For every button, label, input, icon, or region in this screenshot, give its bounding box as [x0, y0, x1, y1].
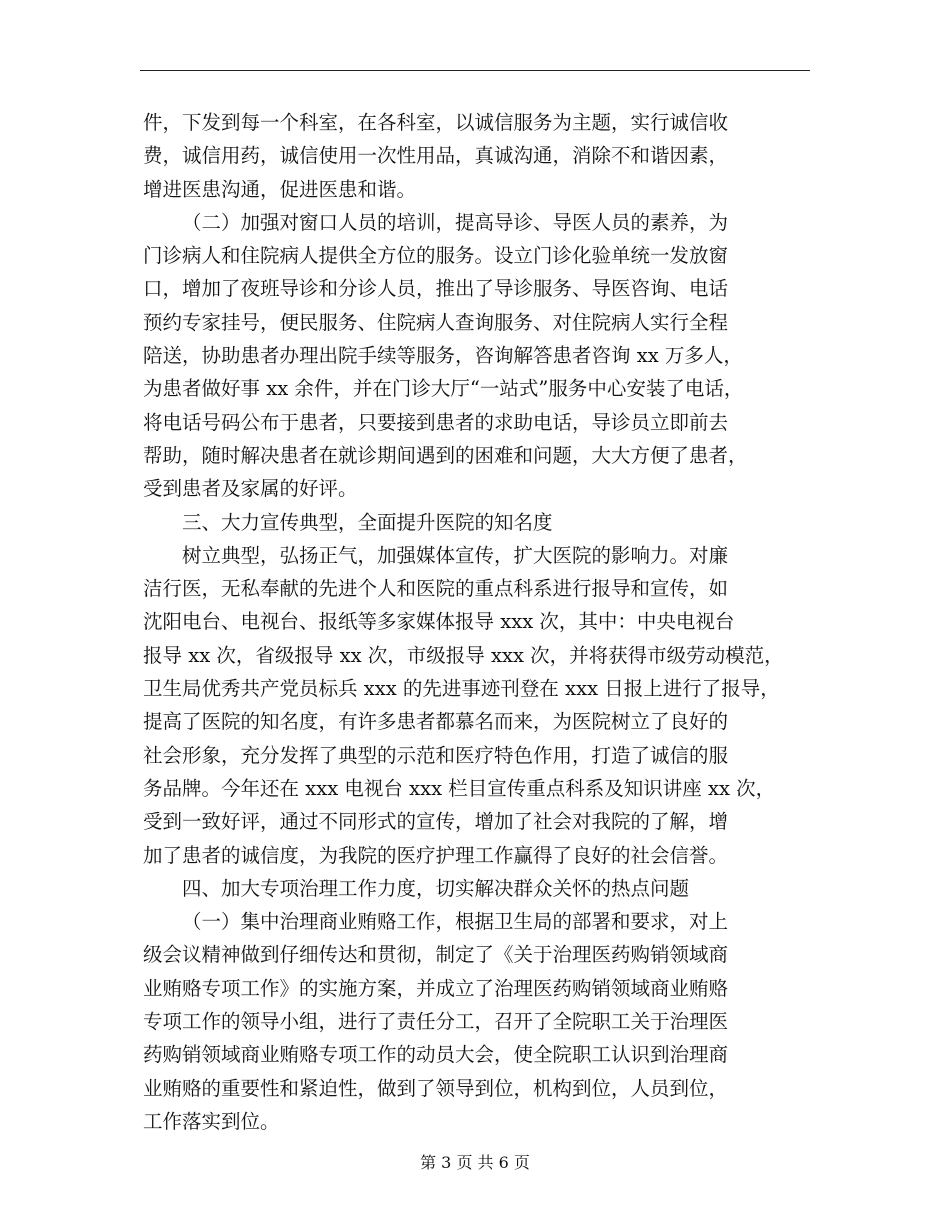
text-line: 受到一致好评，通过不同形式的宣传，增加了社会对我院的了解，增: [143, 810, 729, 834]
text-line: 预约专家挂号，便民服务、住院病人查询服务、对住院病人实行全程: [143, 310, 729, 334]
text-line: （二）加强对窗口人员的培训，提高导诊、导医人员的素养，为: [182, 210, 729, 234]
header-rule: [140, 70, 810, 71]
text-line: 业贿赂专项工作》的实施方案，并成立了治理医药购销领域商业贿赂: [143, 976, 729, 1000]
text-line: 专项工作的领导小组，进行了责任分工，召开了全院职工关于治理医: [143, 1010, 729, 1034]
text-line: 帮助，随时解决患者在就诊期间遇到的困难和问题，大大方便了患者，: [143, 443, 748, 467]
text-line: 加了患者的诚信度，为我院的医疗护理工作赢得了良好的社会信誉。: [143, 843, 729, 867]
text-line: 将电话号码公布于患者，只要接到患者的求助电话，导诊员立即前去: [143, 410, 729, 434]
text-line: 件，下发到每一个科室，在各科室，以诚信服务为主题，实行诚信收: [143, 111, 729, 134]
text-line: 增进医患沟通，促进医患和谐。: [143, 177, 417, 201]
text-line: 三、大力宣传典型，全面提升医院的知名度: [182, 510, 553, 534]
text-line: 受到患者及家属的好评。: [143, 477, 358, 501]
text-line: 沈阳电台、电视台、报纸等多家媒体报导 xxx 次，其中：中央电视台: [143, 610, 735, 634]
text-line: 提高了医院的知名度，有许多患者都慕名而来，为医院树立了良好的: [143, 710, 729, 734]
text-line: 门诊病人和住院病人提供全方位的服务。设立门诊化验单统一发放窗: [143, 244, 729, 268]
text-line: 洁行医，无私奉献的先进个人和医院的重点科系进行报导和宣传，如: [143, 577, 729, 601]
text-line: 口，增加了夜班导诊和分诊人员，推出了导诊服务、导医咨询、电话: [143, 277, 729, 301]
text-line: 陪送，协助患者办理出院手续等服务，咨询解答患者咨询 xx 万多人，: [143, 344, 743, 368]
text-line: 费，诚信用药，诚信使用一次性用品，真诚沟通，消除不和谐因素，: [143, 144, 729, 168]
text-line: 级会议精神做到仔细传达和贯彻，制定了《关于治理医药购销领域商: [143, 943, 729, 967]
text-line: 务品牌。今年还在 xxx 电视台 xxx 栏目宣传重点科系及知识讲座 xx 次，: [143, 776, 776, 800]
text-line: 卫生局优秀共产党员标兵 xxx 的先进事迹刊登在 xxx 日报上进行了报导，: [143, 677, 780, 701]
text-line: 药购销领域商业贿赂专项工作的动员大会，使全院职工认识到治理商: [143, 1043, 729, 1067]
text-line: 为患者做好事 xx 余件，并在门诊大厅“一站式”服务中心安装了电话，: [143, 377, 744, 401]
text-line: 社会形象，充分发挥了典型的示范和医疗特色作用，打造了诚信的服: [143, 743, 729, 767]
text-line: 报导 xx 次，省级报导 xx 次，市级报导 xxx 次，并将获得市级劳动模范，: [143, 643, 784, 667]
text-line: （一）集中治理商业贿赂工作，根据卫生局的部署和要求，对上: [182, 910, 729, 934]
page-number: 第 3 页 共 6 页: [420, 1153, 530, 1172]
text-line: 业贿赂的重要性和紧迫性，做到了领导到位，机构到位，人员到位，: [143, 1076, 729, 1100]
document-body: [143, 106, 833, 1138]
text-line: 树立典型，弘扬正气，加强媒体宣传，扩大医院的影响力。对廉: [182, 543, 729, 567]
text-line: 工作落实到位。: [143, 1109, 280, 1133]
text-line: 四、加大专项治理工作力度，切实解决群众关怀的热点问题: [182, 876, 690, 900]
